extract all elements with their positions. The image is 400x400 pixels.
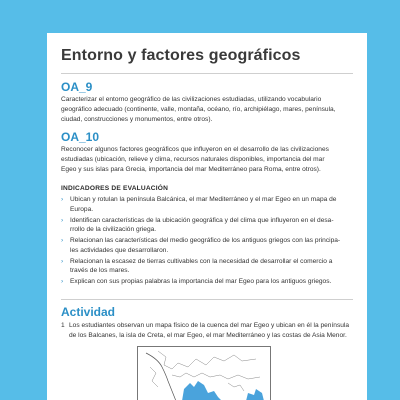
activity-number: 1 [61, 322, 65, 329]
activity-line: de los Balcanes, la isla de Creta, el mar Egeo, el mar Mediterráneo y las costas de Asia Menor. [69, 332, 347, 339]
indicator-item [61, 195, 357, 214]
indicator-line: Relacionan las características del medio geográfico de los antiguos griegos con las principa- [70, 237, 341, 245]
indicator-item [61, 257, 357, 276]
objective-line: Caracterizar el entorno geográfico de las civilizaciones estudiadas, utilizando vocabulario [61, 96, 322, 103]
objective-code: OA_9 [61, 80, 93, 94]
bullet-icon: › [61, 216, 64, 224]
indicator-line: Identifican características de la ubicación geográfica y del clima que influyeron en el desa- [70, 216, 334, 224]
objective-line: ciudad, construcciones y monumentos, entre otros). [61, 116, 213, 123]
document-page [47, 33, 367, 400]
indicator-line: les actividades que desarrollaron. [70, 246, 169, 254]
indicator-line: Explican con sus propias palabras la importancia del mar Egeo para los antiguos griegos. [70, 278, 332, 286]
indicator-item [61, 277, 357, 287]
indicators-list [61, 195, 357, 288]
objective-line: estudiadas (ubicación, relieve y clima, recursos naturales disponibles, importancia del mar [61, 156, 325, 163]
activity-line: Los estudiantes observan un mapa físico de la cuenca del mar Egeo y ubican en él la península [69, 322, 350, 329]
objective-line: Egeo y sus islas para Grecia, importancia del mar Mediterráneo para Roma, entre otros). [61, 166, 321, 173]
bullet-icon: › [61, 237, 64, 245]
objective-code: OA_10 [61, 130, 100, 144]
objective-line: geográfico adecuado (continente, valle, montaña, océano, río, archipiélago, mares, península, [61, 106, 336, 113]
activity-heading: Actividad [61, 305, 116, 319]
indicator-item [61, 216, 357, 235]
indicator-line: rrollo de la civilización griega. [70, 226, 157, 234]
bullet-icon: › [61, 196, 64, 203]
indicator-line: Europa. [70, 205, 94, 213]
activity-item [61, 321, 365, 341]
page-title: Entorno y factores geográficos [61, 47, 301, 64]
objective-line: Reconocer algunos factores geográficos que influyeron en el desarrollo de las civilizaciones [61, 146, 329, 153]
objective-text [61, 145, 357, 175]
title-divider [61, 73, 353, 74]
indicators-heading: INDICADORES DE EVALUACIÓN [61, 185, 169, 192]
aegean-map-image [137, 346, 271, 400]
activity-divider [61, 299, 353, 300]
objective-text [61, 95, 357, 125]
bullet-icon: › [61, 257, 64, 265]
indicator-item [61, 236, 357, 255]
indicator-line: Ubican y rotulan la península Balcánica, el mar Mediterráneo y el mar Egeo en un mapa de [70, 196, 337, 203]
aegean-map-svg [138, 347, 270, 400]
indicator-line: través de los mares. [70, 267, 130, 275]
indicator-line: Relacionan la escasez de tierras cultivables con la necesidad de desarrollar el comercio a [70, 257, 333, 265]
bullet-icon: › [61, 278, 64, 286]
